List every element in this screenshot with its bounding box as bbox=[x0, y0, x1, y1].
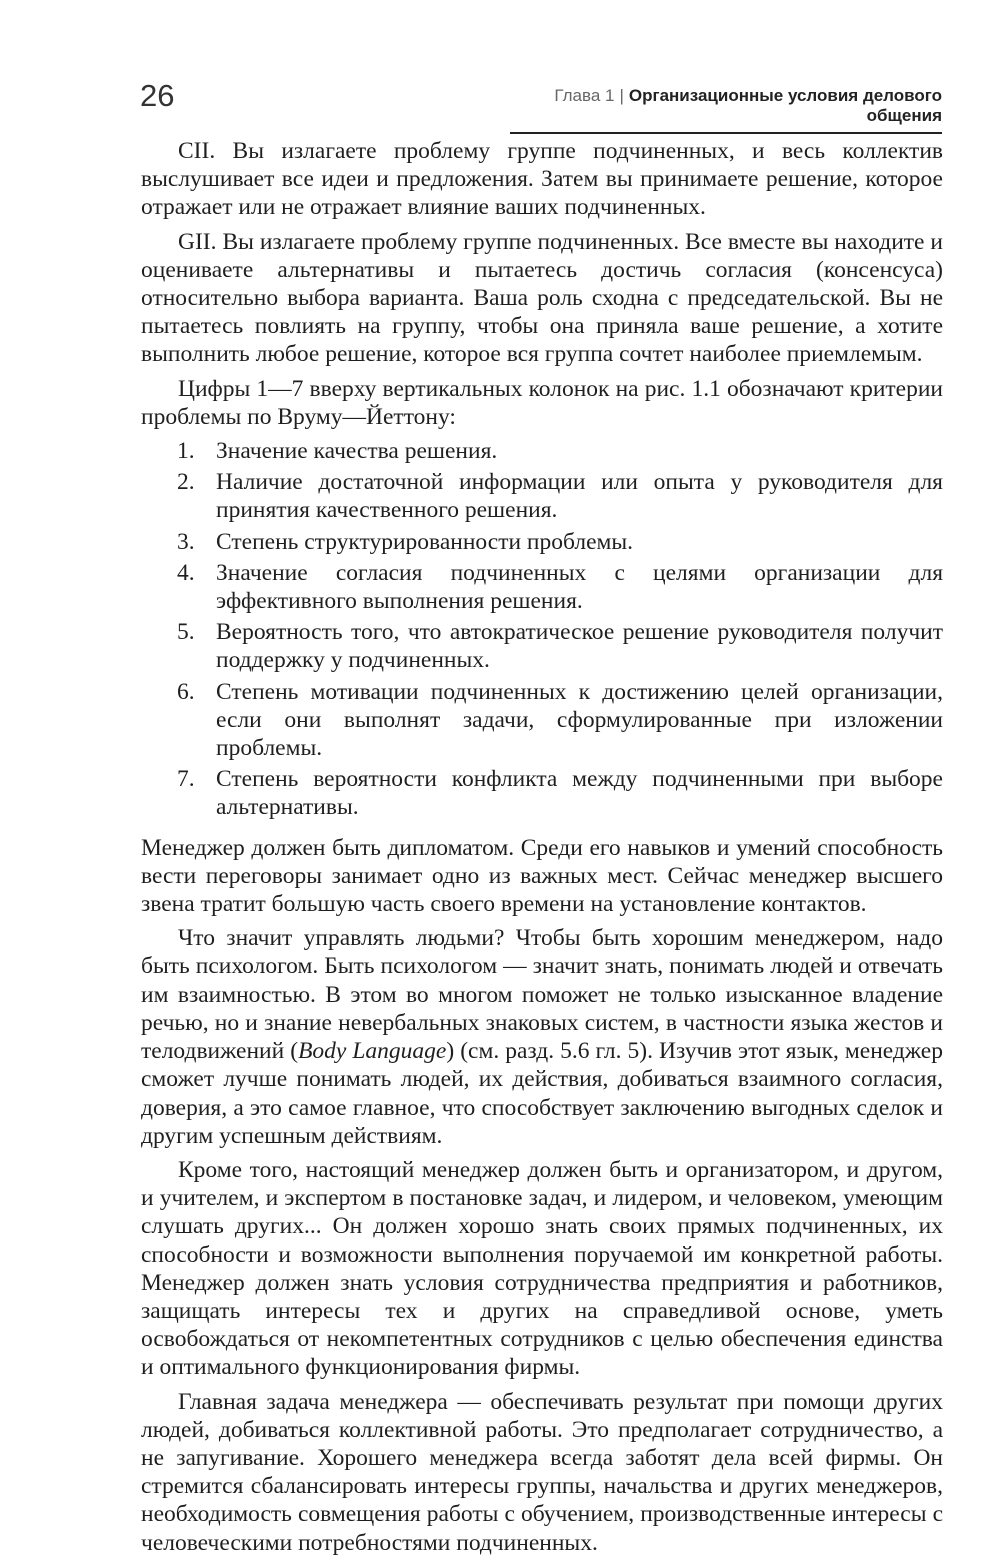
paragraph-psychologist bbox=[141, 924, 943, 1150]
paragraph-diplomat: Менеджер должен быть дипломатом. Среди его навыков и умений способность вести переговоры занимает одно из важных мест. Сейчас менеджер высшего звена тратит большую часть своего времени на установление контактов. bbox=[141, 834, 943, 918]
list-item bbox=[141, 468, 943, 524]
paragraph-cii: CII. Вы излагаете проблему группе подчиненных, и весь коллектив выслушивает все идеи и предложения. Затем вы принимаете решение, которое отражает или не отражает влияние ваших подчиненных. bbox=[141, 138, 943, 221]
list-item bbox=[141, 618, 943, 674]
list-item-text: Степень вероятности конфликта между подчиненными при выборе альтернативы. bbox=[216, 766, 943, 821]
list-item-number: 4. bbox=[177, 559, 195, 586]
list-item-text: Значение качества решения. bbox=[216, 438, 498, 465]
chapter-separator: | bbox=[619, 86, 624, 105]
list-item bbox=[141, 765, 943, 821]
chapter-title: Организационные условия делового общения bbox=[628, 86, 942, 125]
list-item-text: Вероятность того, что автократическое решение руководителя получит поддержку у подчиненных. bbox=[216, 619, 943, 674]
criteria-list bbox=[141, 437, 943, 822]
chapter-label: Глава 1 bbox=[554, 86, 615, 105]
page-number: 26 bbox=[140, 78, 175, 113]
paragraph-criteria-intro: Цифры 1—7 вверху вертикальных колонок на рис. 1.1 обозначают критерии проблемы по Вруму—Йеттону: bbox=[141, 375, 943, 430]
running-head bbox=[510, 86, 942, 134]
list-item-text: Степень мотивации подчиненных к достижению целей организации, если они выполнят задачи, сформулированные при изложении проблемы. bbox=[216, 678, 943, 762]
body-text bbox=[141, 137, 943, 1563]
list-item bbox=[141, 528, 943, 556]
body-language-term: Body Language bbox=[298, 1038, 447, 1065]
list-item-text: Степень структурированности проблемы. bbox=[216, 528, 634, 555]
list-item-text: Наличие достаточной информации или опыта у руководителя для принятия качественного решения. bbox=[216, 469, 943, 524]
list-item bbox=[141, 559, 943, 615]
list-item bbox=[141, 437, 943, 465]
paragraph-main-task: Главная задача менеджера — обеспечивать результат при помощи других людей, добиваться коллективной работы. Это предполагает сотрудничество, а не запугивание. Хорошего менеджера всегда заботят дела всей фирмы. Он стремится сбалансировать интересы группы, начальства и других менеджеров, необходимость совмещения работы с обучением, производственные интересы с человеческими потребностями подчиненных. bbox=[141, 1388, 943, 1556]
list-item-number: 5. bbox=[177, 619, 195, 646]
list-item-number: 6. bbox=[177, 678, 195, 705]
list-item-number: 3. bbox=[177, 528, 195, 555]
psych-text-after: ) (см. разд. 5.6 гл. 5). Изучив этот язык, менеджер сможет лучше понимать людей, их действия, добиваться взаимного согласия, доверия, а это самое главное, что способствует заключению выгодных сделок и другим успешным действиям. bbox=[141, 1038, 943, 1149]
list-item-number: 2. bbox=[177, 469, 195, 496]
list-item-text: Значение согласия подчиненных с целями организации для эффективного выполнения решения. bbox=[216, 559, 943, 615]
list-item-number: 1. bbox=[177, 438, 195, 465]
list-item-number: 7. bbox=[177, 766, 195, 793]
list-item bbox=[141, 678, 943, 763]
psych-text-before: Что значит управлять людьми? Чтобы быть хорошим менеджером, надо быть психологом. Быть психологом — значит знать, понимать людей и отвечать им взаимностью. В этом во многом поможет не только изысканное владение речью, но и знание невербальных знаковых систем, в частности языка жестов и телодвижений ( bbox=[141, 925, 943, 1065]
paragraph-organizer: Кроме того, настоящий менеджер должен быть и организатором, и другом, и учителем, и экспертом в постановке задач, и лидером, и человеком, умеющим слушать других... Он должен хорошо знать своих прямых подчиненных, их способности и возможности выполнения поручаемой им конкретной работы. Менеджер должен знать условия сотрудничества предприятия и работников, защищать интересы тех и других на справедливой основе, уметь освобождаться от некомпетентных сотрудников с целью обеспечения единства и оптимального функционирования фирмы. bbox=[141, 1156, 943, 1381]
paragraph-gii: GII. Вы излагаете проблему группе подчиненных. Все вместе вы находите и оцениваете альтернативы и пытаетесь достичь согласия (консенсуса) относительно выбора варианта. Ваша роль сходна с председательской. Вы не пытаетесь повлиять на группу, чтобы она приняла ваше решение, а хотите выполнить любое решение, которое вся группа сочтет наиболее приемлемым. bbox=[141, 228, 943, 368]
